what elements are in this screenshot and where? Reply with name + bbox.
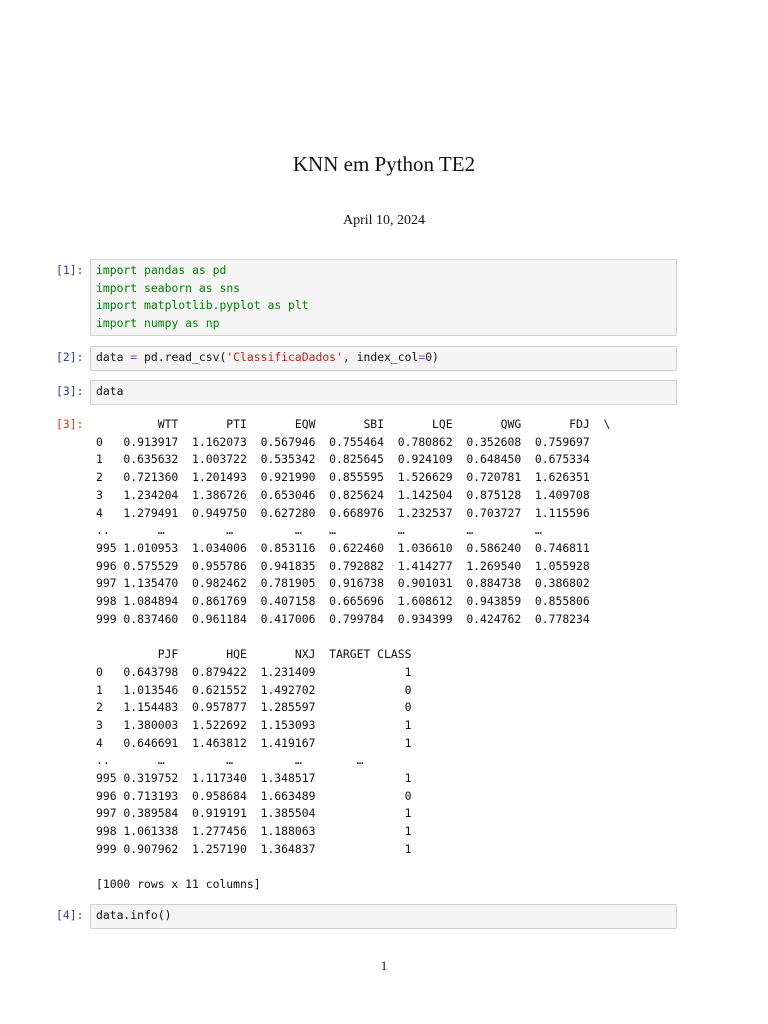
output-line: 995 0.319752 1.117340 1.348517 1 bbox=[96, 771, 412, 786]
output-line: 3 1.380003 1.522692 1.153093 1 bbox=[96, 717, 412, 732]
code-line: data bbox=[96, 384, 124, 398]
output-line: 1 0.635632 1.003722 0.535342 0.825645 0.924109 0.648450 0.675334 bbox=[96, 452, 590, 467]
output-line: 999 0.907962 1.257190 1.364837 1 bbox=[96, 841, 412, 856]
output-line bbox=[96, 859, 610, 877]
code-line: import matplotlib.pyplot as plt bbox=[96, 298, 309, 313]
dataframe-output bbox=[96, 416, 610, 894]
output-line: 4 0.646691 1.463812 1.419167 1 bbox=[96, 735, 412, 750]
output-line: 998 1.061338 1.277456 1.188063 1 bbox=[96, 824, 412, 839]
output-line: 997 0.389584 0.919191 1.385504 1 bbox=[96, 806, 412, 821]
output-line: WTT PTI EQW SBI LQE QWG FDJ \ bbox=[96, 417, 611, 431]
document-title: KNN em Python TE2 bbox=[292, 152, 476, 176]
output-3-prompt: [3]: bbox=[56, 417, 84, 431]
output-line: 996 0.575529 0.955786 0.941835 0.792882 1.414277 1.269540 1.055928 bbox=[96, 558, 590, 573]
output-line: 1 1.013546 0.621552 1.492702 0 bbox=[96, 682, 412, 697]
output-line bbox=[96, 628, 610, 646]
cell-3-prompt: [3]: bbox=[56, 384, 84, 398]
output-line: .. … … … … bbox=[96, 753, 364, 768]
output-line: 995 1.010953 1.034006 0.853116 0.622460 1.036610 0.586240 0.746811 bbox=[96, 540, 590, 555]
output-line: 997 1.135470 0.982462 0.781905 0.916738 0.901031 0.884738 0.386802 bbox=[96, 576, 590, 591]
output-line: .. … … … … … … … bbox=[96, 523, 542, 538]
code-line: import seaborn as sns bbox=[96, 280, 241, 295]
output-line: 2 1.154483 0.957877 1.285597 0 bbox=[96, 700, 412, 715]
output-line: 3 1.234204 1.386726 0.653046 0.825624 1.142504 0.875128 1.409708 bbox=[96, 487, 590, 502]
output-line: [1000 rows x 11 columns] bbox=[96, 877, 261, 892]
output-line: 2 0.721360 1.201493 0.921990 0.855595 1.526629 0.720781 1.626351 bbox=[96, 470, 590, 485]
output-line: 996 0.713193 0.958684 1.663489 0 bbox=[96, 788, 412, 803]
code-line: import pandas as pd bbox=[96, 263, 227, 277]
page-number: 1 bbox=[380, 958, 388, 973]
document-date: April 10, 2024 bbox=[342, 213, 426, 228]
output-line: 4 1.279491 0.949750 0.627280 0.668976 1.232537 0.703727 1.115596 bbox=[96, 505, 590, 520]
cell-1-code-box[interactable] bbox=[90, 259, 677, 336]
output-line: PJF HQE NXJ TARGET CLASS bbox=[96, 647, 412, 662]
output-line: 0 0.913917 1.162073 0.567946 0.755464 0.780862 0.352608 0.759697 bbox=[96, 434, 590, 449]
code-line: data = pd.read_csv('ClassificaDados', index_col=0) bbox=[96, 350, 439, 364]
code-line: import numpy as np bbox=[96, 316, 220, 331]
cell-4-code-box[interactable] bbox=[90, 904, 677, 929]
cell-2-code-box[interactable] bbox=[90, 346, 677, 371]
output-line: 998 1.084894 0.861769 0.407158 0.665696 1.608612 0.943859 0.855806 bbox=[96, 594, 590, 609]
cell-3-code-box[interactable] bbox=[90, 380, 677, 405]
code-line: data.info() bbox=[96, 908, 172, 922]
cell-4-prompt: [4]: bbox=[56, 908, 84, 922]
cell-2-prompt: [2]: bbox=[56, 350, 84, 364]
output-line: 0 0.643798 0.879422 1.231409 1 bbox=[96, 664, 412, 679]
output-line: 999 0.837460 0.961184 0.417006 0.799784 0.934399 0.424762 0.778234 bbox=[96, 611, 590, 626]
cell-1-prompt: [1]: bbox=[56, 263, 84, 277]
